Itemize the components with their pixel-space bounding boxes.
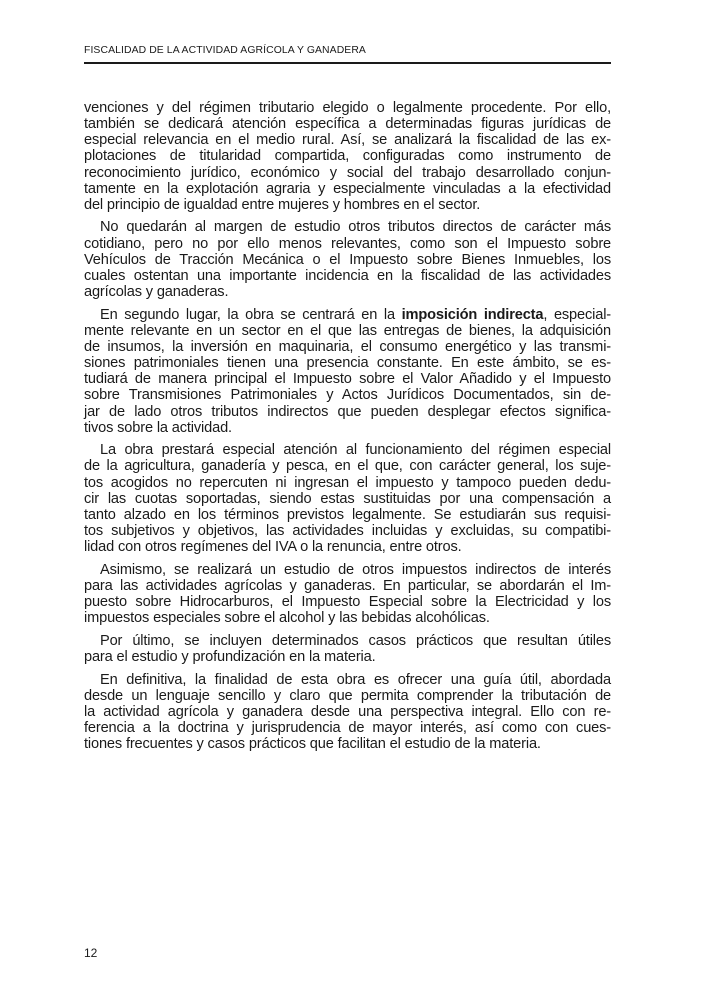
text-line: No quedarán al margen de estudio otros tributos directos de carácter más	[100, 219, 611, 236]
text-line: cir las cuotas soportadas, siendo estas sustituidas por una compensación a	[84, 490, 611, 507]
bold-term: imposición indirecta	[401, 306, 544, 323]
text-line: siones patrimoniales tienen una presencia constante. En este ámbito, se es-	[84, 355, 611, 372]
text-line: desde un lenguaje sencillo y claro que permita comprender la tributación de	[84, 687, 611, 704]
text-line: sobre Transmisiones Patrimoniales y Actos Jurídicos Documentados, sin de-	[84, 387, 611, 404]
text-line: especial relevancia en el medio rural. Así, se analizará la fiscalidad de las ex-	[84, 132, 611, 149]
text-line: tivos sobre la actividad.	[84, 419, 232, 436]
text-line: la actividad agrícola y ganadera desde una perspectiva integral. Ello con re-	[84, 703, 611, 720]
text-line: tamente en la explotación agraria y especialmente vinculadas a la efectividad	[84, 180, 611, 197]
text-line: de insumos, la inversión en maquinaria, el consumo energético y las transmi-	[84, 338, 611, 355]
text-line: ferencia a la doctrina y jurisprudencia de mayor interés, así como con cues-	[84, 720, 611, 737]
text-line: también se dedicará atención específica a determinadas figuras jurídicas de	[84, 116, 611, 133]
text-run: , especial-	[543, 306, 611, 323]
text-line: tudiará de manera principal el Impuesto sobre el Valor Añadido y el Impuesto	[84, 371, 611, 388]
text-line: plotaciones de titularidad compartida, configuradas como instrumento de	[84, 148, 611, 165]
text-line: venciones y del régimen tributario elegido o legalmente procedente. Por ello,	[84, 100, 611, 116]
text-line: de la agricultura, ganadería y pesca, en el que, con carácter general, los suje-	[84, 458, 611, 475]
paragraph	[84, 442, 611, 555]
page-number: 12	[84, 946, 98, 960]
text-line: agrícolas y ganaderas.	[84, 284, 229, 301]
text-line: tiones frecuentes y casos prácticos que facilitan el estudio de la materia.	[84, 736, 541, 753]
text-line: mente relevante en un sector en el que las entregas de bienes, la adquisición	[84, 322, 611, 339]
text-line	[84, 307, 611, 323]
text-line: Por último, se incluyen determinados casos prácticos que resultan útiles	[100, 632, 611, 649]
text-line: para las actividades agrícolas y ganaderas. En particular, se abordarán el Im-	[84, 577, 611, 594]
text-run: En segundo lugar, la obra se centrará en la	[100, 306, 402, 323]
text-line: Vehículos de Tracción Mecánica o el Impuesto sobre Bienes Inmuebles, los	[84, 251, 611, 268]
text-line: puesto sobre Hidrocarburos, el Impuesto Especial sobre la Electricidad y los	[84, 594, 611, 611]
text-line: del principio de igualdad entre mujeres y hombres en el sector.	[84, 196, 481, 213]
paragraph	[84, 100, 611, 213]
text-line: Asimismo, se realizará un estudio de otros impuestos indirectos de interés	[100, 561, 611, 578]
running-header: FISCALIDAD DE LA ACTIVIDAD AGRÍCOLA Y GANADERA	[84, 44, 611, 64]
text-line: En definitiva, la finalidad de esta obra es ofrecer una guía útil, abordada	[100, 671, 611, 688]
text-line: cuales ostentan una importante incidencia en la fiscalidad de las actividades	[84, 267, 611, 284]
paragraph	[84, 562, 611, 627]
paragraph	[84, 672, 611, 753]
text-line: tos subjetivos y objetivos, las actividades incluidas y excluidas, su compatibi-	[84, 523, 611, 540]
text-line: tanto alzado en los términos previstos legalmente. Se estudiarán sus requisi-	[84, 506, 611, 523]
text-line: jar de lado otros tributos indirectos que pueden desplegar efectos significa-	[84, 403, 611, 420]
text-line: para el estudio y profundización en la materia.	[84, 649, 376, 665]
paragraph	[84, 307, 611, 436]
text-line: tos acogidos no repercuten ni ingresan el impuesto y tampoco pueden dedu-	[84, 474, 611, 491]
paragraph	[84, 633, 611, 665]
text-line: cotidiano, pero no por ello menos relevantes, como son el Impuesto sobre	[84, 235, 611, 252]
paragraph	[84, 219, 611, 300]
text-line: reconocimiento jurídico, económico y social del trabajo desarrollado conjun-	[84, 164, 611, 181]
text-line: lidad con otros regímenes del IVA o la renuncia, entre otros.	[84, 539, 462, 556]
body-text	[84, 100, 611, 752]
text-line: impuestos especiales sobre el alcohol y las bebidas alcohólicas.	[84, 610, 490, 627]
text-line: La obra prestará especial atención al funcionamiento del régimen especial	[100, 442, 611, 459]
